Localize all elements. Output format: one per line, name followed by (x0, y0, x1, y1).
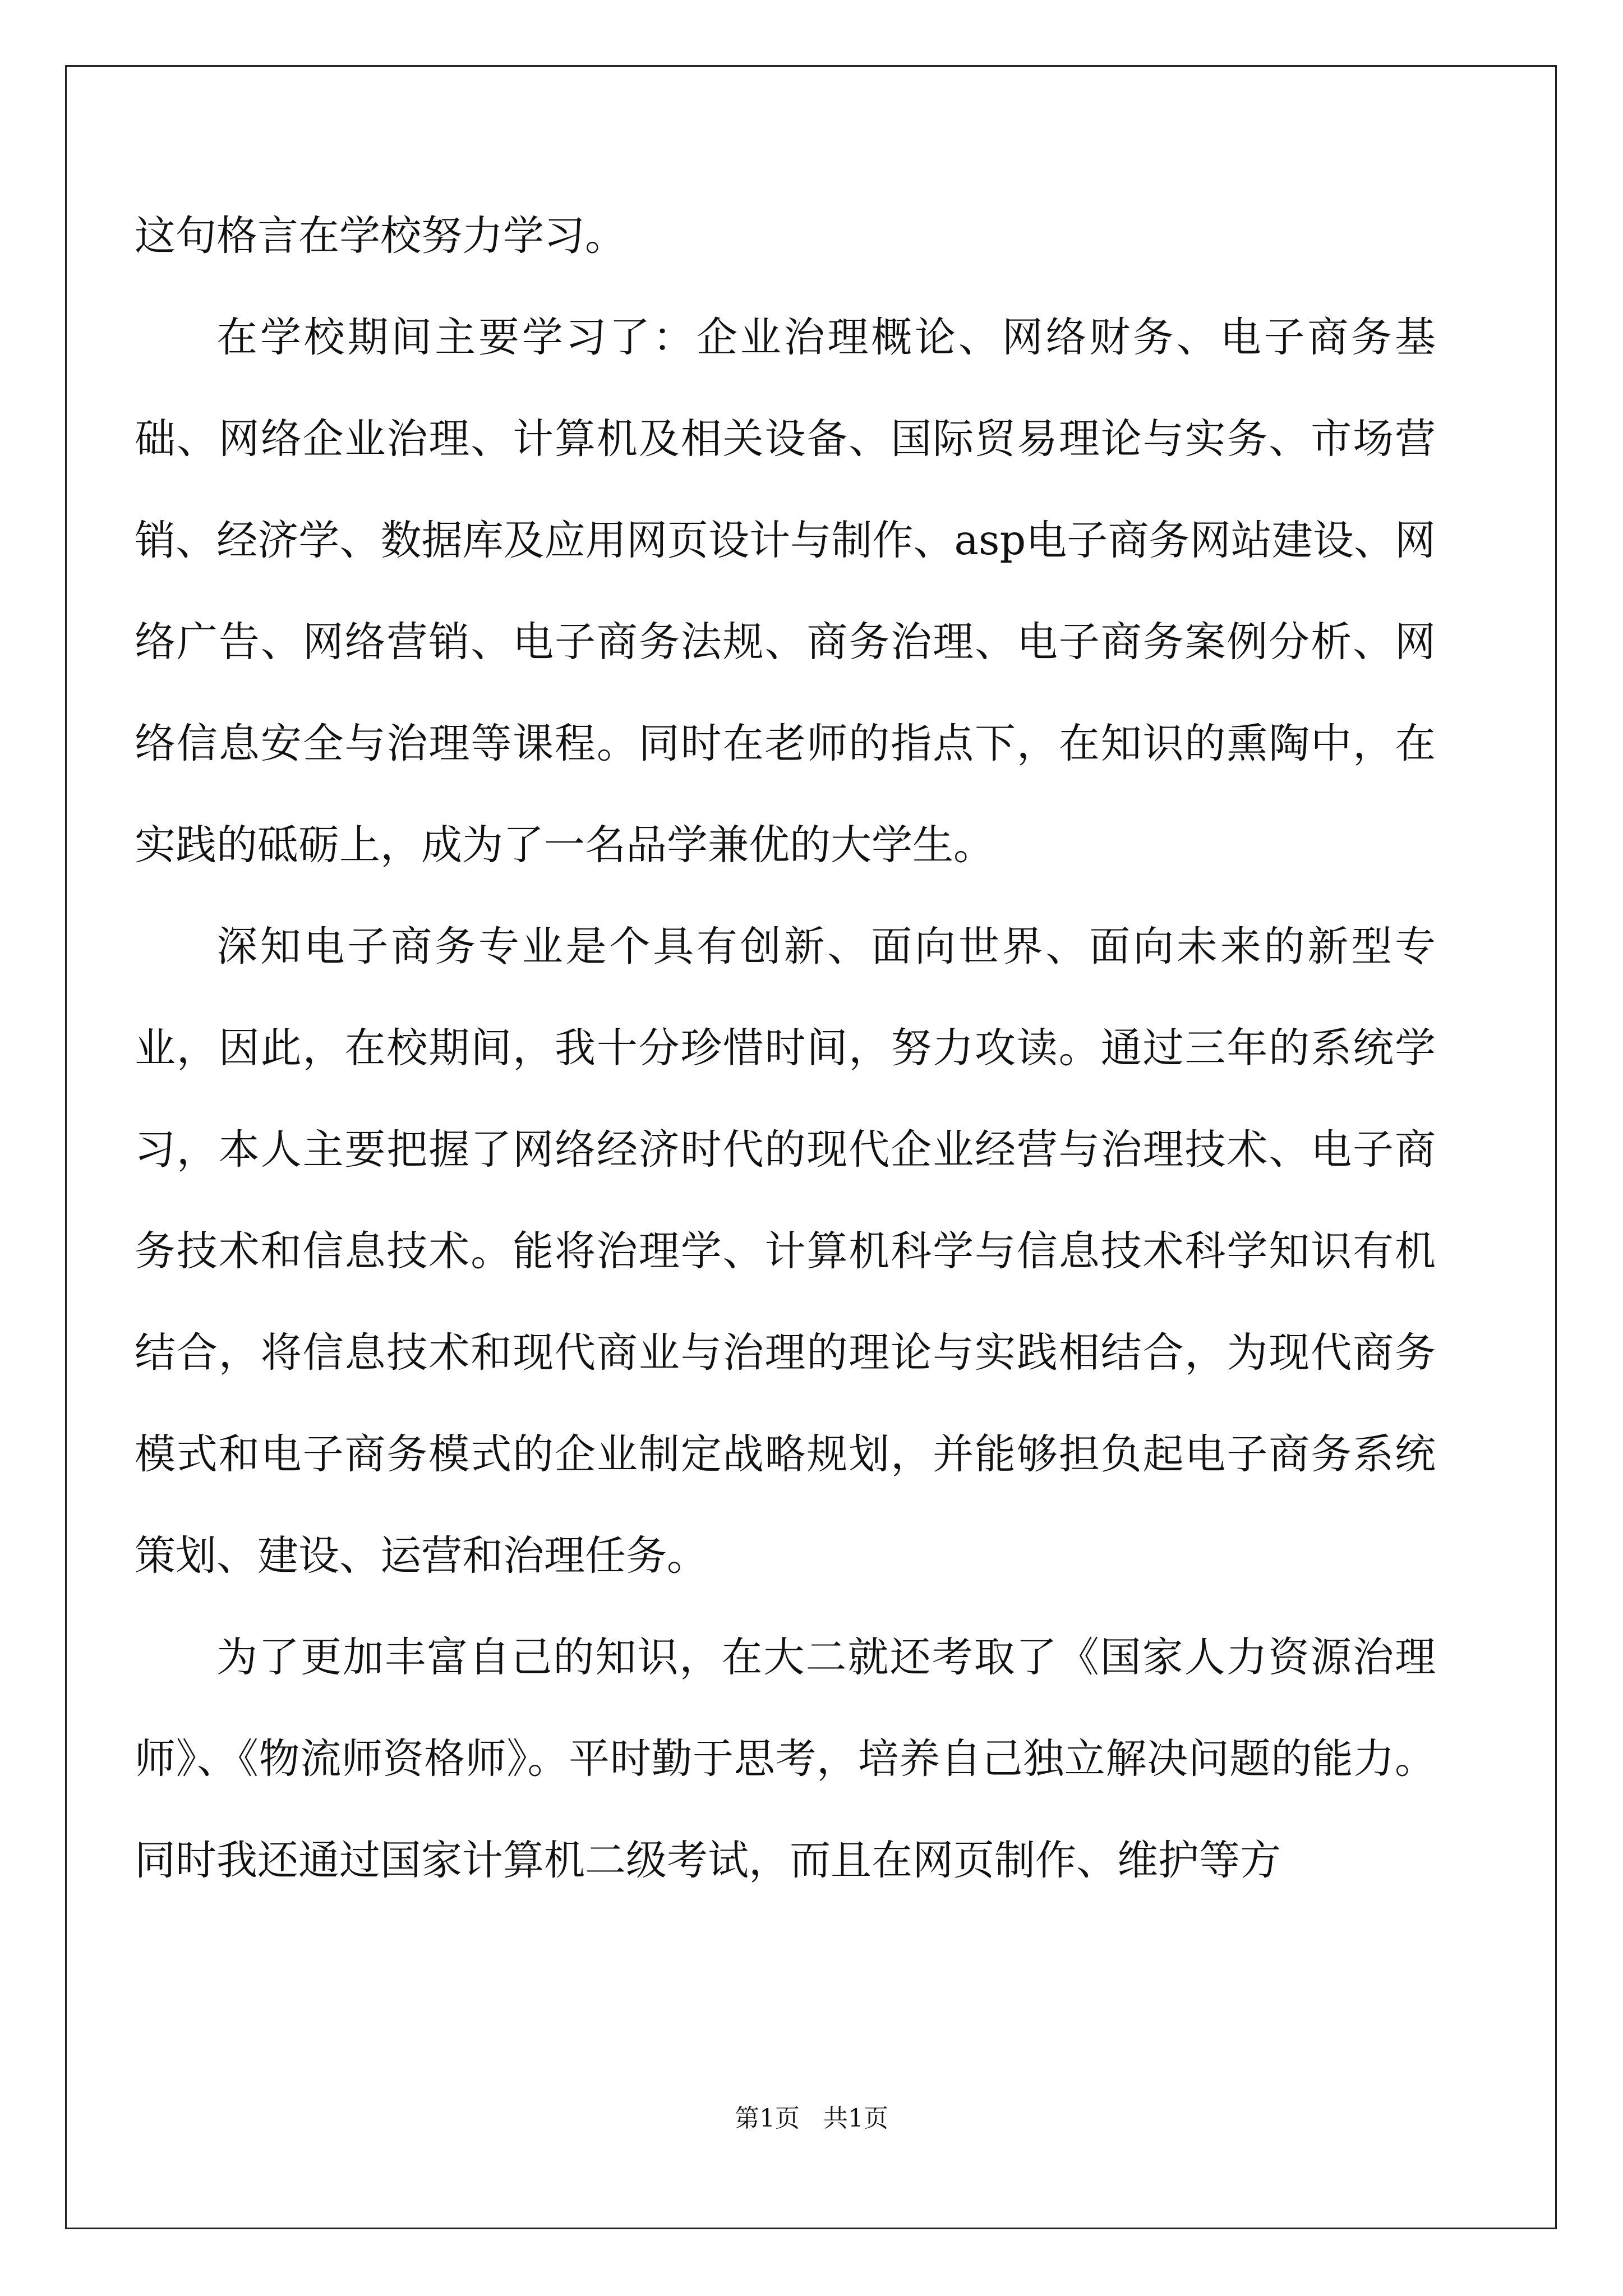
paragraph-2: 在学校期间主要学习了：企业治理概论、网络财务、电子商务基础、网络企业治理、计算机及相关设备、国际贸易理论与实务、市场营销、经济学、数据库及应用网页设计与制作、asp电子商务网站建设、网络广告、网络营销、电子商务法规、商务治理、电子商务案例分析、网络信息安全与治理等课程。同时在老师的指点下，在知识的熏陶中，在实践的砥砺上，成为了一名品学兼优的大学生。 (135, 314, 1436, 869)
paragraph-4: 为了更加丰富自己的知识，在大二就还考取了《国家人力资源治理师》、《物流师资格师》。平时勤于思考，培养自己独立解决问题的能力。同时我还通过国家计算机二级考试，而且在网页制作、维护等方 (135, 1634, 1436, 1884)
page-number-footer: 第1页 共1页 (735, 2104, 888, 2133)
paragraph-1: 这句格言在学校努力学习。 (135, 212, 626, 260)
document-body (135, 185, 1436, 1911)
paragraph-3: 深知电子商务专业是个具有创新、面向世界、面向未来的新型专业，因此，在校期间，我十分珍惜时间，努力攻读。通过三年的系统学习，本人主要把握了网络经济时代的现代企业经营与治理技术、电子商务技术和信息技术。能将治理学、计算机科学与信息技术科学知识有机结合，将信息技术和现代商业与治理的理论与实践相结合，为现代商务模式和电子商务模式的企业制定战略规划，并能够担负起电子商务系统策划、建设、运营和治理任务。 (135, 923, 1436, 1580)
